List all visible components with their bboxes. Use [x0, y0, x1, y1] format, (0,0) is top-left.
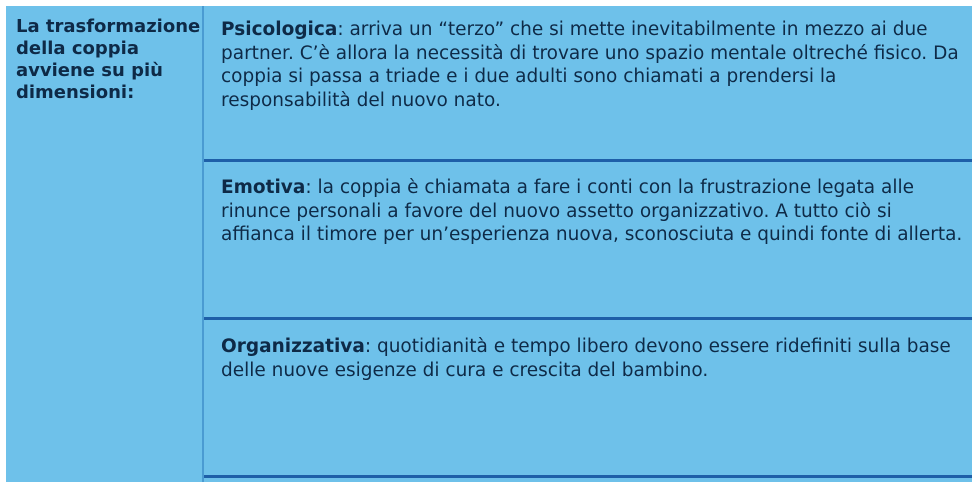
section-emotiva: [221, 176, 966, 247]
row-divider: [204, 317, 972, 320]
section-psicologica: [221, 18, 966, 112]
section-text: : la coppia è chiamata a fare i conti con la frustrazione legata alle rinunce personali a favore del nuovo assetto organizzativo. A tutto ciò si affianca il timore per un’esperienza nuova, sconosciuta e quindi fonte di allerta.: [221, 177, 963, 245]
section-text: : arriva un “terzo” che si mette inevitabilmente in mezzo ai due partner. C’è allora la necessità di trovare uno spazio mentale oltreché fisico. Da coppia si passa a triade e i due adulti sono chiamati a prendersi la responsabilità del nuovo nato.: [221, 19, 959, 111]
section-text: : quotidianità e tempo libero devono essere ridefiniti sulla base delle nuove esigenze di cura e crescita del bambino.: [221, 336, 951, 381]
row-divider: [204, 475, 972, 478]
column-divider: [202, 6, 204, 482]
content-table: [6, 6, 972, 482]
row-divider: [204, 159, 972, 162]
section-term: Psicologica: [221, 19, 338, 40]
section-term: Organizzativa: [221, 336, 365, 357]
row-heading: La trasformazione della coppia avviene su più dimensioni:: [16, 16, 201, 103]
section-organizzativa: [221, 335, 966, 382]
section-term: Emotiva: [221, 177, 306, 198]
